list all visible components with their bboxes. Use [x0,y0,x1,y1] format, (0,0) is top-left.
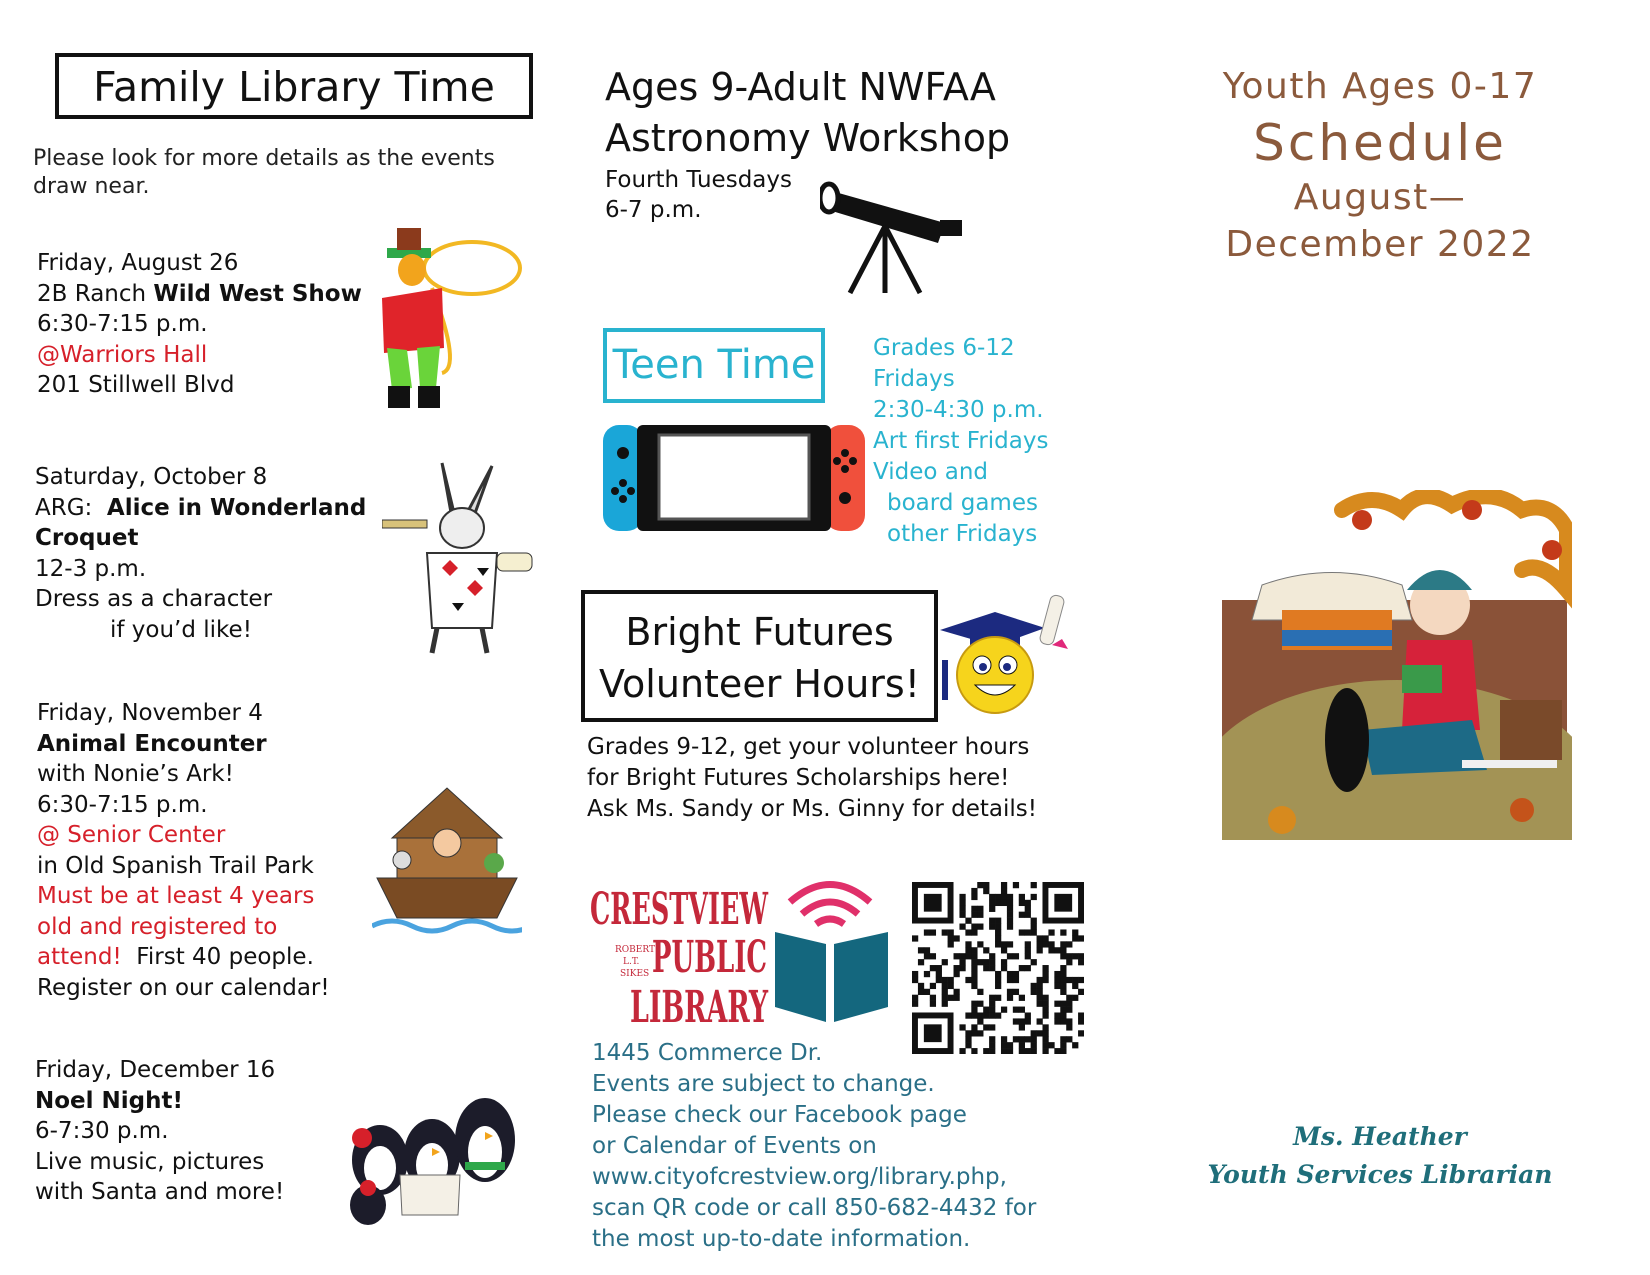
event-date: Friday, August 26 [37,250,239,276]
logo-small-robert: ROBERT [615,945,655,955]
event-date: Friday, November 4 [37,700,263,726]
contact-line: Please check our Facebook page [592,1102,967,1128]
teen-line: board games [887,490,1038,516]
logo-small-lt: L.T. [623,957,640,967]
event-register: Register on our calendar! [37,974,330,1001]
event-warning-line [37,942,330,973]
contact-line: www.cityofcrestview.org/library.php, [592,1164,1007,1190]
librarian-name: Ms. Heather [1293,1122,1467,1151]
logo-small-sikes: SIKES [620,969,650,979]
family-intro [33,145,495,201]
schedule-word: Schedule [1253,114,1507,172]
event-extra: First 40 people. [121,944,314,970]
event-wild-west [37,248,362,401]
event-warning: old and registered to [37,913,278,940]
event-animal [37,698,330,1003]
librarian-signature [1200,1118,1560,1194]
contact-line: the most up-to-date information. [592,1226,971,1252]
library-logo [590,872,900,1032]
event-name: Alice in Wonderland [106,494,367,521]
astronomy-title [605,62,1010,164]
astronomy-title-line: Astronomy Workshop [605,116,1011,160]
penguins-icon [340,1080,520,1230]
teen-line: Video and [873,459,989,485]
bright-title-line: Bright Futures [625,610,894,654]
astronomy-when: Fourth Tuesdays [605,167,792,193]
contact-line: Events are subject to change. [592,1071,935,1097]
contact-info [592,1038,1036,1255]
event-detail: Live music, pictures [35,1148,265,1175]
intro-line: Please look for more details as the events [33,146,495,171]
teen-line: 2:30-4:30 p.m. [873,397,1044,423]
event-name-2: Croquet [35,525,139,551]
event-prefix: ARG: [35,494,107,521]
event-time: 6-7:30 p.m. [35,1118,169,1144]
teen-line: Fridays [873,366,955,392]
astronomy-time: 6-7 p.m. [605,197,702,223]
family-library-time-title: Family Library Time [55,53,533,119]
schedule-ages: Youth Ages 0-17 [1222,66,1538,107]
astronomy-title-line: Ages 9-Adult NWFAA [605,65,996,109]
logo-word-crestview: CRESTVIEW [590,884,769,935]
event-title-line [37,729,330,760]
teen-time-title: Teen Time [603,328,825,403]
schedule-title [1200,62,1560,268]
bright-title-line: Volunteer Hours! [599,662,920,706]
event-title-line-2 [35,523,366,554]
event-time: 6:30-7:15 p.m. [37,311,208,337]
event-detail: with Santa and more! [35,1179,285,1205]
event-with: with Nonie’s Ark! [37,761,234,787]
event-name: Wild West Show [153,280,362,307]
contact-line: scan QR code or call 850-682-4432 for [592,1195,1037,1221]
event-date: Friday, December 16 [35,1057,276,1083]
teen-line: Art first Fridays [873,428,1049,454]
intro-line: draw near. [33,174,150,199]
logo-word-library: LIBRARY [630,982,769,1032]
event-location: @ Senior Center [37,822,226,848]
event-warning: attend! [37,944,122,970]
contact-line: or Calendar of Events on [592,1133,877,1159]
event-alice [35,462,366,645]
event-date: Saturday, October 8 [35,464,268,490]
event-warning: Must be at least 4 years [37,883,315,909]
game-console-icon [603,423,865,533]
bright-line: Grades 9-12, get your volunteer hours [587,734,1030,760]
cowboy-icon [372,228,532,428]
event-prefix: 2B Ranch [37,280,154,307]
schedule-year: December 2022 [1225,224,1535,265]
qr-code [912,882,1084,1054]
event-time: 6:30-7:15 p.m. [37,791,208,818]
telescope-icon [820,168,970,298]
event-name: Animal Encounter [37,730,267,757]
teen-line: Grades 6-12 [873,335,1015,361]
astronomy-details [605,165,792,225]
contact-line: 1445 Commerce Dr. [592,1040,823,1066]
event-note: if you’d like! [110,616,252,643]
white-rabbit-icon [382,458,542,658]
event-noel [35,1055,284,1208]
logo-word-public: PUBLIC [652,932,767,983]
schedule-months: August— [1293,177,1467,218]
bright-futures-text [587,732,1037,825]
event-title-line [35,1086,284,1117]
librarian-role: Youth Services Librarian [1207,1160,1553,1189]
event-location: @Warriors Hall [37,341,208,368]
event-time: 12-3 p.m. [35,555,147,582]
noahs-ark-icon [372,768,522,938]
bright-line: Ask Ms. Sandy or Ms. Ginny for details! [587,796,1037,822]
event-title-line [35,493,366,524]
teen-line: other Fridays [887,521,1038,547]
graduate-smiley-icon [940,590,1085,725]
event-name: Noel Night! [35,1087,183,1114]
bright-line: for Bright Futures Scholarships here! [587,765,1010,791]
event-title-line [37,279,362,310]
bright-futures-title [581,590,938,722]
event-note: Dress as a character [35,586,273,612]
camping-reader-illustration [1222,490,1572,840]
event-place: in Old Spanish Trail Park [37,852,314,879]
event-address: 201 Stillwell Blvd [37,372,235,398]
teen-info [873,333,1048,550]
